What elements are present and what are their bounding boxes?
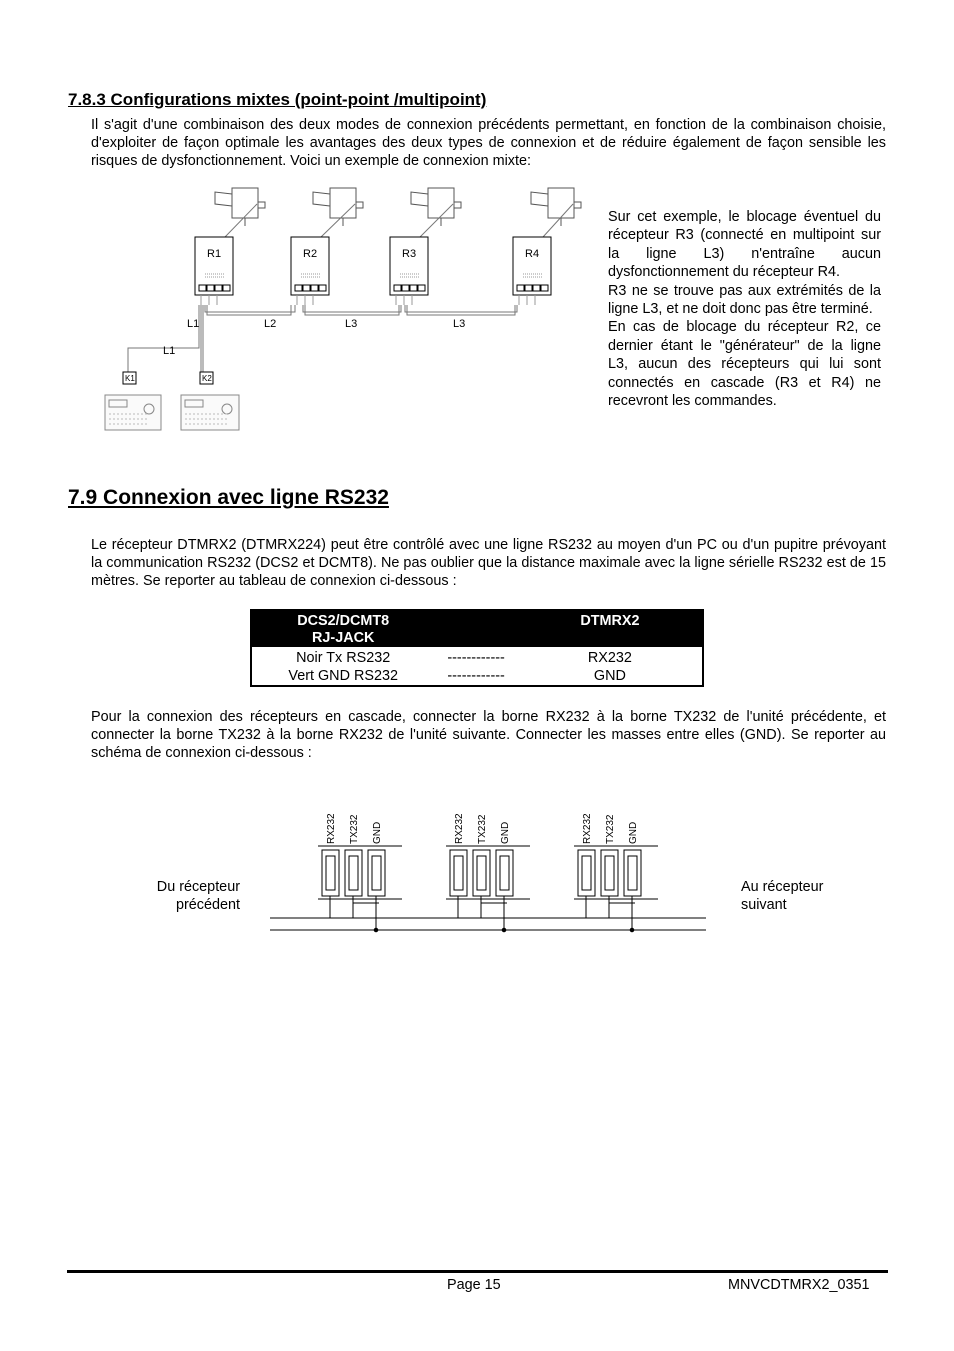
left-label-line-2: précédent [175, 897, 240, 913]
keyboard-k2 [181, 372, 239, 430]
receiver-box [513, 237, 551, 305]
bus-wires [270, 918, 706, 930]
page-number: Page 15 [447, 1277, 501, 1293]
receiver-box [390, 237, 428, 305]
explanation-paragraph-1: Sur cet exemple, le blocage éventuel du récepteur R3 (connecté en multipoint sur la ligne L3) n'entraîne aucun dysfonctionnement du récepteur R4. [608, 209, 881, 281]
terminal-block [574, 813, 658, 932]
receiver-box [195, 237, 233, 305]
table-header-right: DTMRX2 [518, 610, 703, 647]
camera-icon [411, 188, 461, 237]
explanation-paragraph-3: En cas de blocage du récepteur R2, ce dernier étant le "générateur" de la ligne L3, aucun des récepteurs qui lui sont connectés en cascade (R3 et R4) ne recevront les commandes. [608, 319, 881, 410]
receiver-label: R2 [303, 248, 318, 260]
terminal-label: TX232 [477, 814, 488, 844]
terminal-label: GND [628, 821, 639, 844]
header-dcs2-dcmt8: DCS2/DCMT8 [297, 613, 390, 629]
terminal-label: GND [500, 821, 511, 844]
table-cell: ------------ [447, 668, 505, 684]
table-header-mid [434, 610, 517, 647]
camera-icon [215, 188, 265, 237]
table-cell: Noir Tx RS232 [296, 650, 391, 666]
rs232-connection-table [250, 609, 704, 687]
line-label-l3-a: L3 [345, 318, 358, 330]
table-header-row [251, 610, 703, 647]
rs232-intro-paragraph: Le récepteur DTMRX2 (DTMRX224) peut être contrôlé avec une ligne RS232 au moyen d'un PC ou d'un pupitre prévoyant la communication RS232 (DCS2 et DCMT8). Ne pas oublier que la distance maximale avec la ligne sérielle RS232 est de 15 mètres. Se reporter au tableau de connexion ci-dessous : [91, 537, 886, 589]
terminal-label: RX232 [326, 813, 337, 844]
cascade-wiring-diagram [270, 800, 710, 940]
terminal-label: TX232 [605, 814, 616, 844]
line-label-l1: L1 [187, 318, 200, 330]
terminal-block [446, 813, 530, 932]
terminal-label: TX232 [349, 814, 360, 844]
wiring-right-label [741, 878, 823, 914]
line-label-l1-keyboard: L1 [163, 345, 176, 357]
receiver-label: R3 [402, 248, 417, 260]
left-label-line-1: Du récepteur [156, 879, 240, 895]
section-title-7-9: 7.9 Connexion avec ligne RS232 [68, 486, 389, 509]
header-rj-jack: RJ-JACK [312, 630, 375, 646]
camera-group [215, 188, 581, 237]
keyboard-k2-label: K2 [202, 374, 212, 383]
table-cell: RX232 [587, 650, 632, 666]
table-cell: GND [593, 668, 626, 684]
diagram-explanation [608, 208, 881, 410]
document-id: MNVCDTMRX2_0351 [728, 1277, 870, 1293]
table-cell: Vert GND RS232 [288, 668, 398, 684]
section-title-7-8-3: 7.8.3 Configurations mixtes (point-point /multipoint) [68, 90, 487, 109]
terminal-label: RX232 [454, 813, 465, 844]
explanation-paragraph-2: R3 ne se trouve pas aux extrémités de la ligne L3, et ne doit donc pas être terminé. [608, 282, 881, 318]
intro-paragraph: Il s'agit d'une combinaison des deux modes de connexion précédents permettant, en fonction de la combinaison choisie, d'exploiter de façon optimale les avantages des deux types de connexion et de réduire également de façon sensible les risques de dysfonctionnement. Voici un exemple de connexion mixte: [91, 117, 886, 169]
footer-rule [67, 1270, 888, 1273]
connection-lines [128, 305, 517, 372]
terminal-blocks [318, 813, 658, 932]
receiver-label: R4 [525, 248, 540, 260]
terminal-label: GND [372, 821, 383, 844]
camera-icon [531, 188, 581, 237]
right-label-line-2: suivant [741, 897, 787, 913]
terminal-block [318, 813, 402, 932]
keyboard-k1-label: K1 [125, 374, 135, 383]
keyboard-k1 [105, 372, 161, 430]
receiver-group [195, 237, 551, 305]
mixed-configuration-diagram [95, 182, 595, 442]
cascade-paragraph: Pour la connexion des récepteurs en cascade, connecter la borne RX232 à la borne TX232 de l'unité précédente, et connecter la borne TX232 à la borne RX232 de l'unité suivante. Connecter les masses entre elles (GND). Se reporter au schéma de connexion ci-dessous : [91, 709, 886, 761]
table-header-left [251, 610, 434, 647]
wiring-left-label [120, 878, 240, 914]
receiver-box [291, 237, 329, 305]
right-label-line-1: Au récepteur [741, 879, 824, 895]
camera-icon [313, 188, 363, 237]
table-row [251, 667, 703, 686]
line-label-l3-b: L3 [453, 318, 466, 330]
table-row [251, 647, 703, 667]
receiver-label: R1 [207, 248, 222, 260]
terminal-label: RX232 [582, 813, 593, 844]
table-cell: ------------ [447, 650, 505, 666]
line-label-l2: L2 [264, 318, 277, 330]
